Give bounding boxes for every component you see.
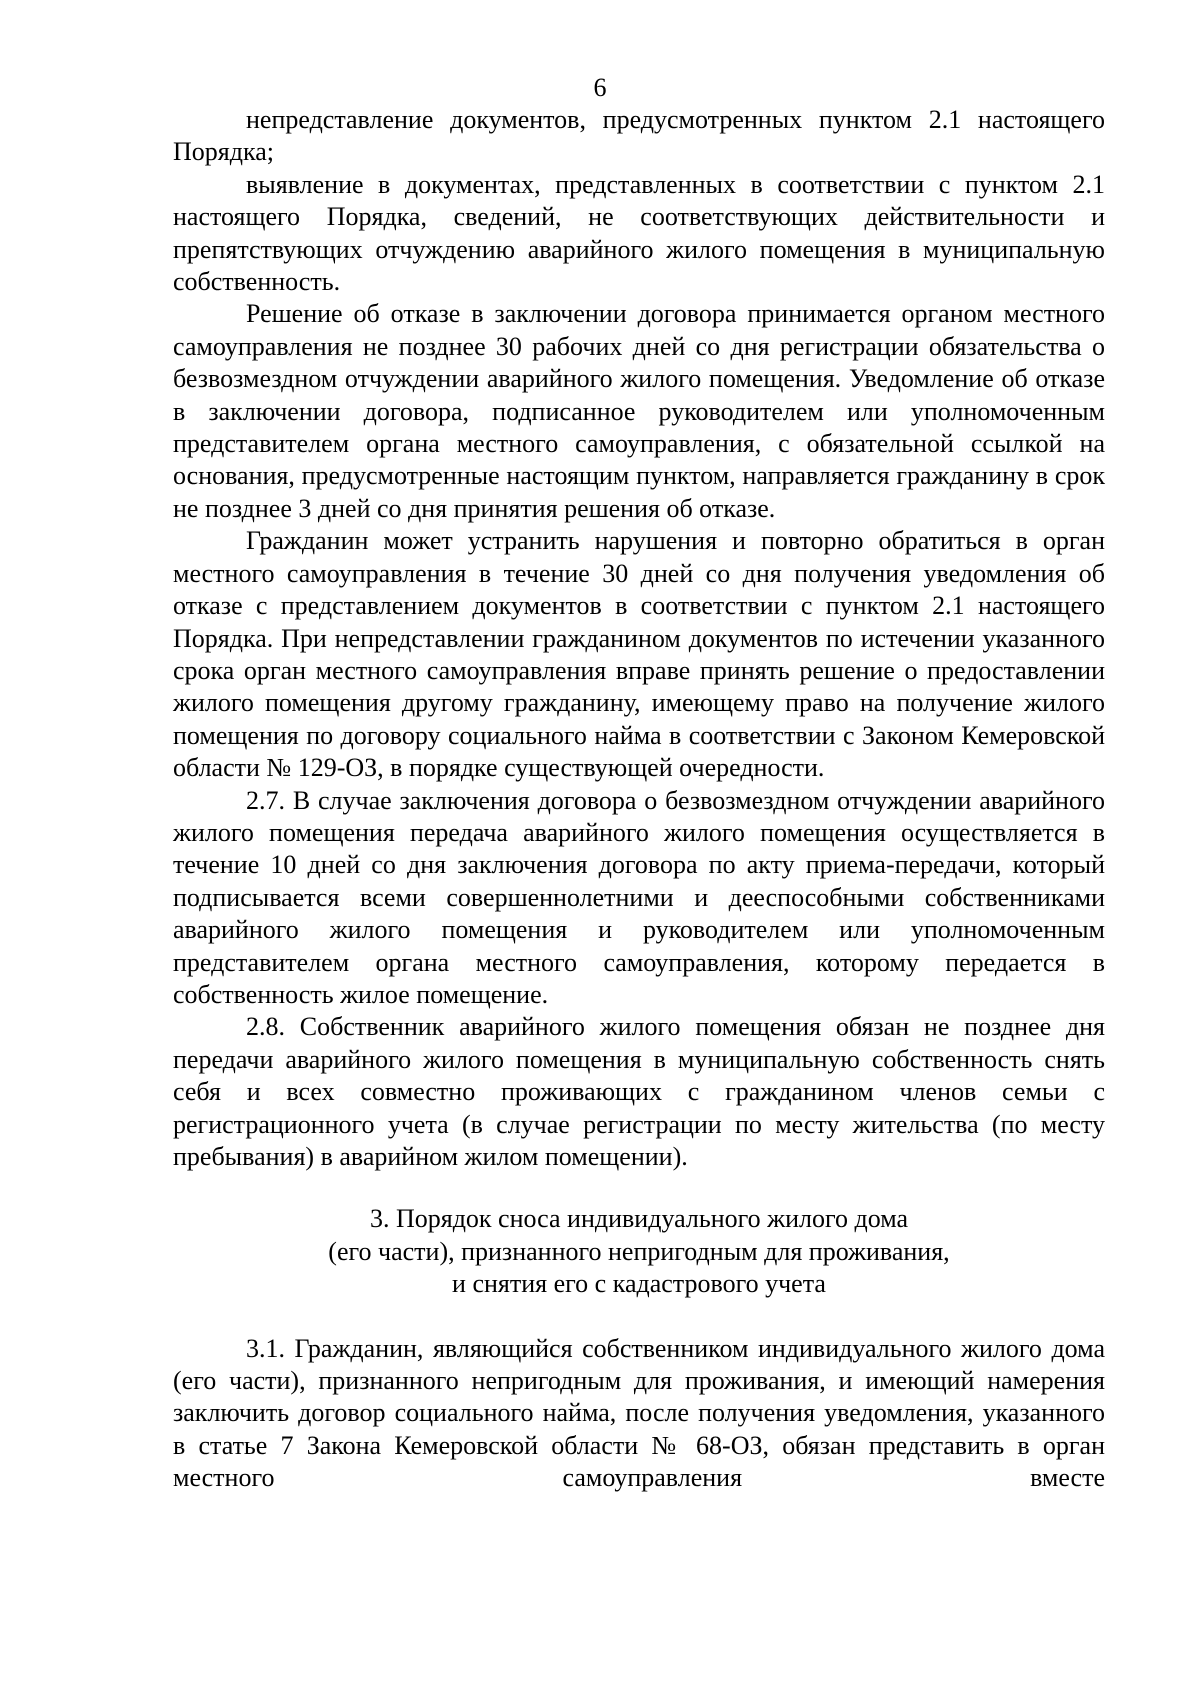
- paragraph-nonsubmission: непредставление документов, предусмотренных пунктом 2.1 настоящего Порядка;: [173, 105, 1105, 167]
- document-body: [173, 104, 1105, 1495]
- paragraph-3-1: 3.1. Гражданин, являющийся собственником индивидуального жилого дома (его части), признанного непригодным для проживания, и имеющий намерения заключить договор социального найма, после получения уведомления, указанного в статье 7 Закона Кемеровской области № 68-ОЗ, обязан представить в орган местного самоуправления вместе: [173, 1333, 1105, 1493]
- paragraph-refusal-decision: Решение об отказе в заключении договора принимается органом местного самоуправления не позднее 30 рабочих дней со дня регистрации обязательства о безвозмездном отчуждении аварийного жилого помещения. Уведомление об отказе в заключении договора, подписанное руководителем или уполномоченным представителем органа местного самоуправления, с обязательной ссылкой на основания, предусмотренные настоящим пунктом, направляется гражданину в срок не позднее 3 дней со дня принятия решения об отказе.: [173, 299, 1105, 523]
- section-3-heading-line-3: и снятия его с кадастрового учета: [452, 1269, 826, 1299]
- paragraph-false-information: выявление в документах, представленных в соответствии с пунктом 2.1 настоящего Порядка, сведений, не соответствующих действительности и препятствующих отчуждению аварийного жилого помещения в муниципальную собственность.: [173, 169, 1105, 297]
- paragraph-reapply: Гражданин может устранить нарушения и повторно обратиться в орган местного самоуправления в течение 30 дней со дня получения уведомления об отказе с представлением документов в соответствии с пунктом 2.1 настоящего Порядка. При непредставлении гражданином документов по истечении указанного срока орган местного самоуправления вправе принять решение о предоставлении жилого помещения другому гражданину, имеющему право на получение жилого помещения по договору социального найма в соответствии с Законом Кемеровской области № 129-ОЗ, в порядке существующей очередности.: [173, 526, 1105, 783]
- section-3-heading-line-1: 3. Порядок сноса индивидуального жилого дома: [369, 1204, 909, 1234]
- paragraph-2-7: 2.7. В случае заключения договора о безвозмездном отчуждении аварийного жилого помещения передача аварийного жилого помещения осуществляется в течение 10 дней со дня заключения договора по акту приема-передачи, который подписывается всеми совершеннолетними и дееспособными собственниками аварийного жилого помещения и руководителем или уполномоченным представителем органа местного самоуправления, которому передается в собственность жилое помещение.: [173, 785, 1105, 1009]
- page-number: 6: [593, 73, 607, 102]
- section-3-heading-line-2: (его части), признанного непригодным для проживания,: [328, 1236, 950, 1266]
- section-3-heading: [173, 1203, 1105, 1300]
- paragraph-2-8: 2.8. Собственник аварийного жилого помещения обязан не позднее дня передачи аварийного жилого помещения в муниципальную собственность снять себя и всех совместно проживающих с гражданином членов семьи с регистрационного учета (в случае регистрации по месту жительства (по месту пребывания) в аварийном жилом помещении).: [173, 1012, 1105, 1171]
